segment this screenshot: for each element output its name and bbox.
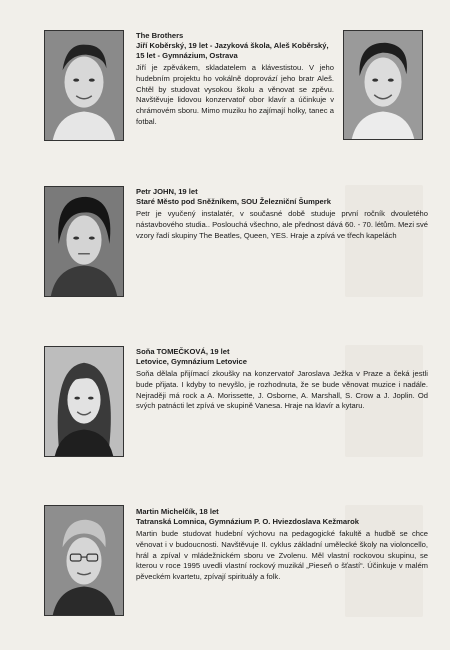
entry-subtitle: Letovice, Gymnázium Letovice [136,357,247,366]
entry-the-brothers [136,31,334,128]
portrait-photo-ales [343,30,423,140]
portrait-photo-martin [44,505,124,616]
entry-name: The Brothers [136,31,184,40]
portrait-photo-petr [44,186,124,297]
portrait-photo-sona [44,346,124,457]
entry-petr-john [136,187,428,241]
entry-name: Martin Michelčík, 18 let [136,507,219,516]
entry-bio: Jiří je zpěvákem, skladatelem a klávestistou. V jeho hudebním projektu ho vokálně doprovází jeho bratr Aleš. Chtěl by studovat vysokou školu a věnovat se zpěvu. Navštěvuje lidovou konzervatoř obor klavír a účinkuje v chrámovém sboru. Mimo muziku ho zajímají holky, tanec a fotbal. [136,63,334,126]
entry-name: Soňa TOMEČKOVÁ, 19 let [136,347,230,356]
entry-bio: Soňa dělala přijímací zkoušky na konzervatoř Jaroslava Ježka v Praze a čeká jestli bude přijata. I kdyby to nevyšlo, je rozhodnuta, že se bude věnovat muzice i nadále. Nejraději má rock a A. Morissette, J. Osborne, A. Marshall, S. Crow a J. Joplin. Od svých patnácti let zpívá ve skupině Vanesa. Hraje na klavír a kytaru. [136,369,428,411]
portrait-photo-jiri [44,30,124,141]
entry-martin-michelcik [136,507,428,583]
entry-bio: Martin bude studovat hudební výchovu na pedagogické fakultě a hudbě se chce věnovat i v budoucnosti. Navštěvuje II. cyklus základní umělecké školy na violoncello, hrál a zpíval v mládežnickém sboru ve Zvolenu. Měl vlastní rockovou skupinu, se kterou v roce 1995 uvedli vlastní rockový muzikál „Pieseň o šťastí“. Účinkuje v malém pěveckém kvartetu, zpívají spirituály a folk. [136,529,428,582]
entry-subtitle: Staré Město pod Sněžníkem, SOU Železniční Šumperk [136,197,331,206]
entry-subtitle: Jiří Koběrský, 19 let - Jazyková škola, Aleš Koběrský, 15 let - Gymnázium, Ostrava [136,41,329,60]
entry-subtitle: Tatranská Lomnica, Gymnázium P. O. Hviezdoslava Kežmarok [136,517,359,526]
entry-sona-tomeckova [136,347,428,412]
entry-name: Petr JOHN, 19 let [136,187,198,196]
entry-bio: Petr je vyučený instalatér, v současné době studuje první ročník dvouletého nástavbového studia.. Poslouchá všechno, ale přednost dává 60. - 70. létům. Mezi své vzory řadí skupiny The Beatles, Queen, YES. Hraje a zpívá ve třech kapelách [136,209,428,240]
